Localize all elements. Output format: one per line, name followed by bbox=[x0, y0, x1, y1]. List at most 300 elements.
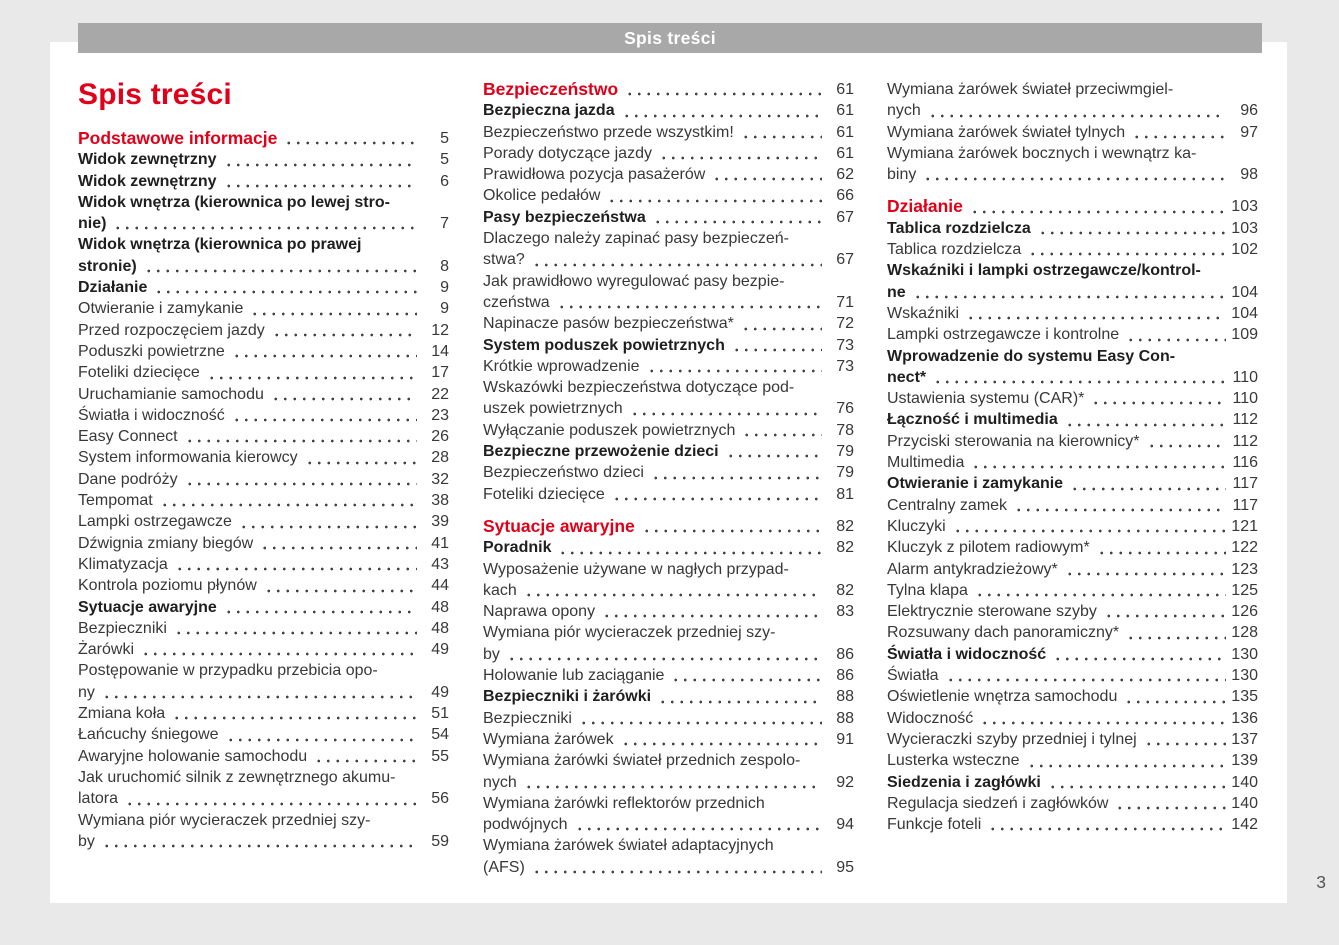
leader-dots bbox=[271, 384, 417, 405]
toc-entry-text: kach bbox=[483, 581, 517, 599]
toc-entry-page: 103 bbox=[1231, 198, 1258, 216]
toc-entry-page: 130 bbox=[1231, 645, 1258, 663]
toc-entry-text: Zmiana koła bbox=[78, 705, 166, 723]
toc-entry-text: Wymiana żarówek świateł przeciwmgiel- bbox=[887, 81, 1174, 98]
toc-entry-lastline bbox=[78, 788, 449, 809]
leader-dots bbox=[946, 665, 1226, 686]
toc-entry-page: 66 bbox=[836, 187, 854, 205]
leader-dots bbox=[928, 100, 1226, 121]
toc-entry-text: Easy Connect bbox=[78, 428, 178, 446]
toc-entry-text: Wymiana żarówki świateł przednich zespolo- bbox=[483, 752, 801, 770]
toc-entry-page: 67 bbox=[836, 251, 854, 269]
toc-entry-lastline bbox=[78, 298, 449, 319]
leader-dots bbox=[239, 511, 417, 532]
toc-entry-text: stwa? bbox=[483, 251, 525, 269]
toc-entry bbox=[78, 469, 449, 490]
toc-entry-lastline bbox=[887, 452, 1258, 473]
leader-dots bbox=[971, 452, 1226, 473]
toc-entry-lastline bbox=[78, 554, 449, 575]
leader-dots bbox=[933, 367, 1226, 388]
toc-entry-page: 8 bbox=[440, 257, 449, 275]
toc-entry-text: Naprawa opony bbox=[483, 603, 596, 621]
toc-entry-text: nych bbox=[483, 773, 517, 791]
toc-entry-lastline bbox=[483, 516, 854, 537]
leader-dots bbox=[712, 164, 822, 185]
toc-entry-lastline bbox=[78, 490, 449, 511]
leader-dots bbox=[226, 724, 417, 745]
toc-entry-text: Widok zewnętrzny bbox=[78, 151, 217, 169]
toc-entry-page: 94 bbox=[836, 816, 854, 834]
toc-entry-page: 98 bbox=[1240, 166, 1258, 184]
toc-entry-text: Foteliki dziecięce bbox=[78, 364, 200, 382]
toc-entry bbox=[887, 409, 1258, 430]
toc-entry-text: Sytuacje awaryjne bbox=[78, 598, 217, 616]
toc-entry-text: Ustawienia systemu (CAR)* bbox=[887, 390, 1085, 408]
leader-dots bbox=[532, 857, 822, 878]
toc-entry bbox=[887, 772, 1258, 793]
toc-entry-lastline bbox=[483, 164, 854, 185]
toc-entry-page: 83 bbox=[836, 603, 854, 621]
toc-entry-lastline bbox=[887, 644, 1258, 665]
toc-entry-page: 110 bbox=[1232, 368, 1258, 386]
toc-entry bbox=[78, 128, 449, 149]
leader-dots bbox=[625, 79, 822, 100]
leader-dots bbox=[1091, 388, 1226, 409]
leader-dots bbox=[1065, 409, 1226, 430]
toc-entry bbox=[78, 341, 449, 362]
toc-entry-lastline bbox=[78, 277, 449, 298]
toc-entry-text: Wymiana piór wycieraczek przedniej szy- bbox=[483, 624, 776, 642]
toc-entry-lastline bbox=[483, 644, 854, 665]
toc-entry-lastline bbox=[887, 537, 1258, 558]
toc-entry-text: Wyposażenie używane w nagłych przypad- bbox=[483, 560, 789, 578]
leader-dots bbox=[507, 644, 822, 665]
toc-entry bbox=[78, 660, 449, 703]
toc-entry-lastline bbox=[483, 441, 854, 462]
leader-dots bbox=[314, 746, 417, 767]
leader-dots bbox=[102, 831, 417, 852]
toc-entry-lastline bbox=[78, 256, 449, 277]
toc-entry bbox=[483, 313, 854, 334]
toc-entry-page: 49 bbox=[431, 683, 449, 701]
leader-dots bbox=[154, 277, 417, 298]
toc-entry-page: 110 bbox=[1232, 390, 1258, 408]
toc-entry-lastline bbox=[78, 171, 449, 192]
toc-entry-text: Poradnik bbox=[483, 539, 552, 557]
toc-entry-page: 92 bbox=[836, 773, 854, 791]
toc-entry-text: Rozsuwany dach panoramiczny* bbox=[887, 624, 1120, 642]
leader-dots bbox=[305, 447, 417, 468]
leader-dots bbox=[1014, 495, 1226, 516]
toc-entry-text: Widok wnętrza (kierownica po prawej bbox=[78, 236, 362, 254]
toc-entry-text: Lusterka wsteczne bbox=[887, 752, 1020, 770]
toc-entry-text: Tempomat bbox=[78, 492, 153, 510]
toc-entry-lastline bbox=[483, 484, 854, 505]
toc-entry-page: 117 bbox=[1232, 475, 1258, 493]
leader-dots bbox=[1144, 729, 1226, 750]
toc-entry-lastline bbox=[887, 100, 1258, 121]
toc-entry-page: 14 bbox=[431, 342, 449, 360]
toc-entry-page: 104 bbox=[1231, 304, 1258, 322]
toc-entry-page: 41 bbox=[431, 534, 449, 552]
toc-entry-page: 61 bbox=[836, 81, 854, 98]
leader-dots bbox=[966, 303, 1226, 324]
toc-entry bbox=[483, 537, 854, 558]
leader-dots bbox=[923, 164, 1226, 185]
toc-entry bbox=[483, 484, 854, 505]
toc-entry-text: Kontrola poziomu płynów bbox=[78, 577, 257, 595]
toc-entry bbox=[887, 143, 1258, 186]
toc-entry bbox=[483, 185, 854, 206]
toc-entry bbox=[78, 234, 449, 277]
leader-dots bbox=[260, 533, 417, 554]
toc-entry-page: 76 bbox=[836, 400, 854, 418]
leader-dots bbox=[653, 207, 822, 228]
toc-entry-page: 62 bbox=[836, 166, 854, 184]
toc-entry-page: 82 bbox=[836, 581, 854, 599]
toc-entry bbox=[483, 356, 854, 377]
toc-entry-lastline bbox=[887, 793, 1258, 814]
toc-entry-lastline bbox=[78, 511, 449, 532]
toc-entry bbox=[483, 271, 854, 314]
toc-entry bbox=[887, 750, 1258, 771]
leader-dots bbox=[913, 282, 1226, 303]
toc-entry-text: Widok wnętrza (kierownica po lewej stro- bbox=[78, 193, 390, 211]
toc-entry-text: Pasy bezpieczeństwa bbox=[483, 208, 646, 226]
toc-entry bbox=[887, 495, 1258, 516]
toc-entry-lastline bbox=[483, 313, 854, 334]
toc-entry-lastline bbox=[78, 341, 449, 362]
leader-dots bbox=[224, 171, 417, 192]
toc-entry-page: 137 bbox=[1231, 730, 1258, 748]
toc-entry bbox=[887, 431, 1258, 452]
toc-entry-text: Widok zewnętrzny bbox=[78, 172, 217, 190]
toc-entry-page: 139 bbox=[1231, 752, 1258, 770]
toc-entry-lastline bbox=[483, 580, 854, 601]
toc-entry-text: Bezpieczniki i żarówki bbox=[483, 688, 652, 706]
toc-entry-lastline bbox=[78, 405, 449, 426]
toc-entry bbox=[483, 441, 854, 462]
toc-entry-page: 38 bbox=[431, 492, 449, 510]
leader-dots bbox=[232, 405, 417, 426]
toc-entry-lastline bbox=[78, 320, 449, 341]
toc-entry-page: 88 bbox=[836, 709, 854, 727]
toc-entry-page: 140 bbox=[1231, 794, 1258, 812]
toc-entry-lastline bbox=[78, 639, 449, 660]
toc-entry bbox=[483, 79, 854, 100]
toc-entry bbox=[887, 686, 1258, 707]
leader-dots bbox=[113, 213, 417, 234]
toc-entry-text: Wyłączanie poduszek powietrznych bbox=[483, 421, 736, 439]
toc-entry bbox=[483, 559, 854, 602]
toc-entry-text: Działanie bbox=[887, 196, 963, 217]
leader-dots bbox=[602, 601, 822, 622]
toc-entry-lastline bbox=[887, 665, 1258, 686]
toc-entry-text: Bezpieczeństwo dzieci bbox=[483, 464, 644, 482]
toc-entry bbox=[78, 533, 449, 554]
toc-entry bbox=[78, 597, 449, 618]
toc-entry-lastline bbox=[887, 772, 1258, 793]
toc-entry bbox=[78, 298, 449, 319]
toc-entry-page: 82 bbox=[836, 517, 854, 535]
toc-entry bbox=[483, 729, 854, 750]
toc-entry bbox=[78, 746, 449, 767]
toc-entry-text: Wskaźniki i lampki ostrzegawcze/kontrol- bbox=[887, 262, 1201, 280]
toc-entry bbox=[78, 277, 449, 298]
toc-entry-lastline bbox=[483, 207, 854, 228]
toc-entry-page: 61 bbox=[836, 123, 854, 141]
toc-entry-text: Sytuacje awaryjne bbox=[483, 515, 635, 536]
toc-entry bbox=[78, 426, 449, 447]
toc-entry-text: Bezpieczeństwo bbox=[483, 79, 619, 99]
toc-entry-text: Funkcje foteli bbox=[887, 816, 982, 834]
leader-dots bbox=[524, 772, 822, 793]
leader-dots bbox=[1065, 559, 1226, 580]
toc-entry-text: Centralny zamek bbox=[887, 496, 1008, 514]
leader-dots bbox=[250, 298, 417, 319]
toc-entry-lastline bbox=[483, 686, 854, 707]
toc-entry-text: Podstawowe informacje bbox=[78, 128, 278, 148]
toc-entry-text: Łańcuchy śniegowe bbox=[78, 726, 219, 744]
toc-entry-lastline bbox=[483, 79, 854, 100]
toc-entry-page: 102 bbox=[1231, 241, 1258, 259]
toc-entry-text: Elektrycznie sterowane szyby bbox=[887, 603, 1097, 621]
toc-entry-page: 61 bbox=[836, 102, 854, 120]
page-title: Spis treści bbox=[78, 78, 232, 111]
toc-entry-lastline bbox=[483, 356, 854, 377]
leader-dots bbox=[612, 484, 822, 505]
leader-dots bbox=[175, 554, 417, 575]
toc-entry-lastline bbox=[887, 218, 1258, 239]
toc-entry-text: Wymiana żarówek świateł tylnych bbox=[887, 123, 1126, 141]
leader-dots bbox=[125, 788, 417, 809]
toc-entry-text: podwójnych bbox=[483, 816, 568, 834]
toc-entry-text: Oświetlenie wnętrza samochodu bbox=[887, 688, 1118, 706]
toc-entry bbox=[887, 814, 1258, 835]
toc-entry-text: Widoczność bbox=[887, 709, 974, 727]
toc-entry-text: Dlaczego należy zapinać pasy bezpieczeń- bbox=[483, 230, 789, 248]
toc-entry-lastline bbox=[483, 122, 854, 143]
toc-entry bbox=[887, 516, 1258, 537]
toc-entry bbox=[78, 192, 449, 235]
toc-entry-lastline bbox=[483, 537, 854, 558]
leader-dots bbox=[172, 703, 417, 724]
toc-entry-text: by bbox=[78, 832, 95, 850]
toc-entry-lastline bbox=[78, 213, 449, 234]
toc-entry-lastline bbox=[483, 729, 854, 750]
leader-dots bbox=[630, 398, 822, 419]
toc-entry-lastline bbox=[78, 575, 449, 596]
page-number: 3 bbox=[1316, 872, 1326, 892]
toc-entry-page: 12 bbox=[431, 321, 449, 339]
toc-entry-text: Klimatyzacja bbox=[78, 555, 168, 573]
toc-entry-text: Tablica rozdzielcza bbox=[887, 241, 1022, 259]
toc-entry bbox=[78, 405, 449, 426]
toc-entry-page: 79 bbox=[836, 443, 854, 461]
toc-entry-text: Awaryjne holowanie samochodu bbox=[78, 747, 308, 765]
toc-entry-page: 125 bbox=[1231, 581, 1258, 599]
leader-dots bbox=[953, 516, 1226, 537]
toc-entry-page: 23 bbox=[431, 406, 449, 424]
toc-entry bbox=[887, 260, 1258, 303]
toc-entry-text: Bezpieczniki bbox=[483, 709, 572, 727]
toc-entry-text: Holowanie lub zaciąganie bbox=[483, 667, 665, 685]
toc-entry-lastline bbox=[887, 196, 1258, 217]
toc-entry bbox=[78, 511, 449, 532]
leader-dots bbox=[160, 490, 417, 511]
toc-entry-page: 91 bbox=[836, 730, 854, 748]
toc-entry-text: Światła i widoczność bbox=[78, 406, 225, 424]
toc-entry bbox=[483, 122, 854, 143]
toc-entry-text: Wskaźniki bbox=[887, 304, 960, 322]
toc-entry bbox=[887, 729, 1258, 750]
toc-column-3 bbox=[887, 79, 1258, 835]
toc-entry bbox=[78, 575, 449, 596]
toc-entry-lastline bbox=[887, 686, 1258, 707]
toc-entry-lastline bbox=[78, 618, 449, 639]
toc-entry-lastline bbox=[78, 384, 449, 405]
toc-entry-page: 81 bbox=[836, 485, 854, 503]
toc-entry-lastline bbox=[78, 447, 449, 468]
toc-entry-text: Wymiana żarówki reflektorów przednich bbox=[483, 794, 765, 812]
toc-entry-text: Wymiana żarówek bocznych i wewnątrz ka- bbox=[887, 144, 1197, 162]
header-bar bbox=[78, 23, 1262, 53]
toc-entry-text: Wymiana piór wycieraczek przedniej szy- bbox=[78, 811, 371, 829]
toc-entry-text: ne bbox=[887, 283, 906, 301]
toc-entry-lastline bbox=[78, 682, 449, 703]
toc-entry-text: Jak prawidłowo wyregulować pasy bezpie- bbox=[483, 272, 785, 290]
toc-entry-lastline bbox=[887, 239, 1258, 260]
toc-entry-text: Przyciski sterowania na kierownicy* bbox=[887, 432, 1140, 450]
toc-entry-page: 128 bbox=[1231, 624, 1258, 642]
leader-dots bbox=[524, 580, 822, 601]
toc-entry bbox=[483, 462, 854, 483]
toc-entry bbox=[483, 686, 854, 707]
toc-entry-text: Bezpieczniki bbox=[78, 619, 167, 637]
toc-entry-lastline bbox=[887, 601, 1258, 622]
leader-dots bbox=[575, 814, 823, 835]
toc-entry-text: by bbox=[483, 645, 500, 663]
leader-dots bbox=[1027, 750, 1226, 771]
toc-entry bbox=[887, 473, 1258, 494]
toc-entry-lastline bbox=[887, 559, 1258, 580]
toc-entry-page: 44 bbox=[431, 577, 449, 595]
toc-entry-page: 9 bbox=[440, 279, 449, 297]
toc-entry bbox=[483, 207, 854, 228]
leader-dots bbox=[141, 639, 417, 660]
toc-entry-lastline bbox=[887, 282, 1258, 303]
toc-entry-lastline bbox=[78, 724, 449, 745]
toc-entry-page: 32 bbox=[431, 470, 449, 488]
toc-entry-lastline bbox=[887, 814, 1258, 835]
toc-entry-lastline bbox=[78, 597, 449, 618]
toc-entry bbox=[887, 559, 1258, 580]
toc-entry-page: 97 bbox=[1240, 123, 1258, 141]
toc-entry-lastline bbox=[483, 462, 854, 483]
leader-dots bbox=[741, 313, 822, 334]
leader-dots bbox=[1028, 239, 1226, 260]
toc-entry-page: 122 bbox=[1231, 539, 1258, 557]
toc-entry-page: 7 bbox=[440, 215, 449, 233]
toc-entry-lastline bbox=[887, 516, 1258, 537]
toc-entry-text: Wskazówki bezpieczeństwa dotyczące pod- bbox=[483, 379, 795, 397]
toc-entry-text: Kluczyk z pilotem radiowym* bbox=[887, 539, 1090, 557]
toc-entry bbox=[887, 622, 1258, 643]
toc-entry-lastline bbox=[483, 665, 854, 686]
toc-entry-page: 43 bbox=[431, 555, 449, 573]
toc-entry-text: System informowania kierowcy bbox=[78, 449, 298, 467]
toc-entry bbox=[887, 537, 1258, 558]
toc-entry-lastline bbox=[887, 473, 1258, 494]
toc-entry-lastline bbox=[483, 249, 854, 270]
toc-entry bbox=[483, 377, 854, 420]
toc-entry-text: Tylna klapa bbox=[887, 581, 968, 599]
toc-entry-text: Lampki ostrzegawcze i kontrolne bbox=[887, 326, 1120, 344]
toc-entry-page: 73 bbox=[836, 336, 854, 354]
toc-entry-page: 26 bbox=[431, 428, 449, 446]
toc-entry-page: 86 bbox=[836, 645, 854, 663]
toc-entry-text: Kluczyki bbox=[887, 517, 946, 535]
toc-entry bbox=[887, 644, 1258, 665]
toc-entry bbox=[887, 580, 1258, 601]
toc-entry-lastline bbox=[887, 409, 1258, 430]
leader-dots bbox=[272, 320, 417, 341]
toc-entry bbox=[483, 516, 854, 537]
leader-dots bbox=[1147, 431, 1226, 452]
leader-dots bbox=[284, 128, 417, 149]
toc-entry-text: Światła bbox=[887, 667, 939, 685]
toc-entry-lastline bbox=[887, 122, 1258, 143]
toc-entry-text: Żarówki bbox=[78, 641, 135, 659]
leader-dots bbox=[741, 122, 822, 143]
toc-entry-page: 117 bbox=[1232, 496, 1258, 514]
leader-dots bbox=[1132, 122, 1226, 143]
toc-entry-lastline bbox=[78, 469, 449, 490]
leader-dots bbox=[1038, 218, 1226, 239]
leader-dots bbox=[642, 516, 822, 537]
toc-entry bbox=[887, 303, 1258, 324]
toc-entry-page: 73 bbox=[836, 357, 854, 375]
toc-entry bbox=[78, 447, 449, 468]
toc-entry bbox=[483, 622, 854, 665]
toc-entry bbox=[78, 149, 449, 170]
toc-entry-page: 67 bbox=[836, 208, 854, 226]
toc-entry bbox=[483, 164, 854, 185]
leader-dots bbox=[1126, 324, 1226, 345]
toc-entry-text: Regulacja siedzeń i zagłówków bbox=[887, 794, 1109, 812]
leader-dots bbox=[144, 256, 417, 277]
toc-entry-lastline bbox=[78, 128, 449, 149]
toc-entry-text: biny bbox=[887, 166, 917, 184]
toc-entry-lastline bbox=[887, 367, 1258, 388]
toc-entry-lastline bbox=[483, 857, 854, 878]
toc-entry-text: Światła i widoczność bbox=[887, 645, 1047, 663]
toc-entry-text: Bezpieczne przewożenie dzieci bbox=[483, 443, 719, 461]
leader-dots bbox=[1097, 537, 1226, 558]
leader-dots bbox=[1115, 793, 1226, 814]
toc-entry-text: Uruchamianie samochodu bbox=[78, 385, 264, 403]
leader-dots bbox=[1070, 473, 1226, 494]
toc-entry-page: 51 bbox=[431, 705, 449, 723]
toc-entry-text: Napinacze pasów bezpieczeństwa* bbox=[483, 315, 734, 333]
toc-entry-text: Wycieraczki szyby przedniej i tylnej bbox=[887, 730, 1137, 748]
toc-entry-lastline bbox=[78, 426, 449, 447]
toc-entry-text: Prawidłowa pozycja pasażerów bbox=[483, 166, 706, 184]
toc-entry-page: 136 bbox=[1231, 709, 1258, 727]
toc-entry-lastline bbox=[887, 622, 1258, 643]
leader-dots bbox=[980, 708, 1226, 729]
header-title: Spis treści bbox=[624, 27, 716, 48]
